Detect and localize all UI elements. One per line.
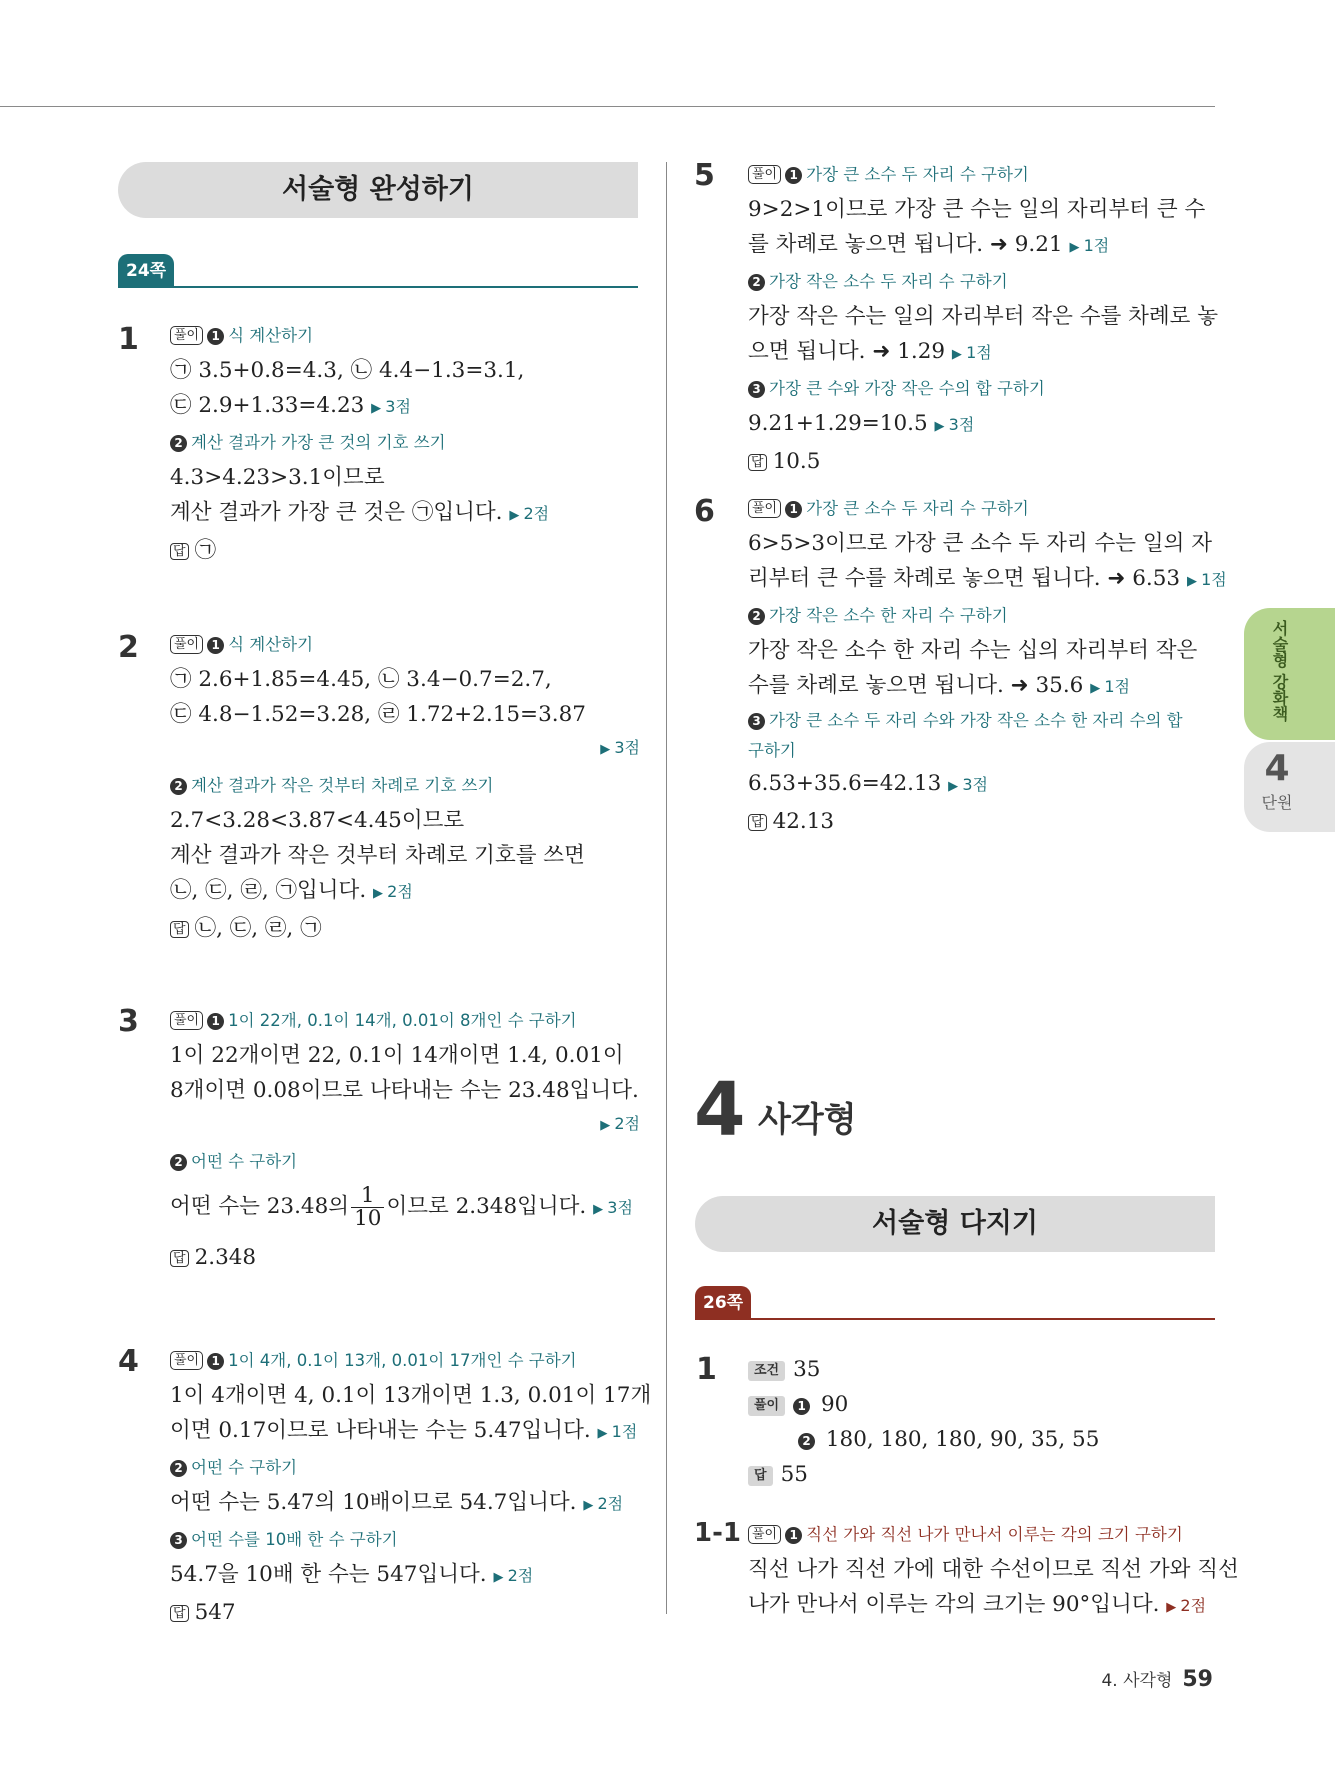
- solution-tag: 풀이: [748, 1525, 781, 1544]
- answer-tag: 답: [748, 454, 767, 471]
- page-tab-rule: [695, 1318, 1215, 1320]
- problem-number: 1: [696, 1352, 717, 1387]
- problem-number: 1-1: [694, 1518, 741, 1548]
- problem-3-solution: [170, 1004, 640, 1276]
- points: ▶ 1점: [1069, 236, 1109, 255]
- answer: ㉠: [194, 538, 217, 563]
- step-1-marker: 1: [785, 1527, 802, 1544]
- solution-tag: 풀이: [170, 635, 203, 654]
- points: ▶ 3점: [935, 415, 975, 434]
- answer: 10.5: [772, 449, 821, 474]
- step-title: 가장 작은 소수 한 자리 수 구하기: [769, 606, 1008, 625]
- problem-number: 5: [694, 158, 715, 193]
- answer: 547: [194, 1600, 236, 1625]
- condition-tag: 조건: [748, 1361, 785, 1381]
- points: ▶ 3점: [948, 775, 988, 794]
- points: ▶ 2점: [509, 504, 549, 523]
- solution-line: 9>2>1이므로 가장 큰 수는 일의 자리부터 큰 수: [748, 197, 1206, 222]
- step-2-marker: 2: [748, 274, 765, 291]
- problem-4-solution: [170, 1344, 652, 1631]
- problem-number: 6: [694, 494, 715, 529]
- unit-side-tab: [1244, 742, 1335, 832]
- solution-line: ㉢ 2.9+1.33=4.23: [170, 393, 365, 418]
- answer-tag: 답: [170, 921, 189, 938]
- solution-line: 1이 4개이면 4, 0.1이 13개이면 1.3, 0.01이 17개: [170, 1383, 652, 1408]
- points: ▶ 1점: [1090, 677, 1130, 696]
- solution-value: 90: [820, 1392, 849, 1417]
- solution-line: 이면 0.17이므로 나타내는 수는 5.47입니다.: [170, 1418, 591, 1443]
- solution-line: 6>5>3이므로 가장 큰 소수 두 자리 수는 일의 자: [748, 531, 1213, 556]
- section-banner: [695, 1196, 1215, 1252]
- solution-line: ㉠ 3.5+0.8=4.3, ㉡ 4.4−1.3=3.1,: [170, 358, 525, 383]
- problem-number: 4: [118, 1344, 139, 1379]
- solution-tag: 풀이: [170, 1351, 203, 1370]
- step-title: 계산 결과가 작은 것부터 차례로 기호 쓰기: [191, 776, 494, 795]
- step-1-marker: 1: [207, 1353, 224, 1370]
- step-1-marker: 1: [207, 1013, 224, 1030]
- solution-line: 54.7을 10배 한 수는 547입니다.: [170, 1562, 487, 1587]
- step-2-marker: 2: [748, 608, 765, 625]
- answer-tag: 답: [170, 1605, 189, 1622]
- step-3-marker: 3: [748, 381, 765, 398]
- footer-chapter: 4. 사각형: [1101, 1671, 1173, 1691]
- points: ▶ 2점: [373, 882, 413, 901]
- points: ▶ 3점: [371, 397, 411, 416]
- section-banner-title: 서술형 다지기: [872, 1208, 1038, 1239]
- points: ▶ 3점: [593, 1198, 633, 1217]
- solution-line: 1이 22개이면 22, 0.1이 14개이면 1.4, 0.01이: [170, 1043, 624, 1068]
- solution-tag: 풀이: [748, 499, 781, 518]
- step-3-marker: 3: [748, 713, 765, 730]
- solution-line: 가장 작은 소수 한 자리 수는 십의 자리부터 작은: [748, 638, 1198, 663]
- solution-line: 나가 만나서 이루는 각의 크기는 90°입니다.: [748, 1592, 1160, 1617]
- step-2-marker: 2: [170, 1460, 187, 1477]
- points: ▶ 2점: [1166, 1596, 1206, 1615]
- problem-number: 2: [118, 630, 139, 665]
- solution-line: ㉠ 2.6+1.85=4.45, ㉡ 3.4−0.7=2.7,: [170, 667, 552, 692]
- points: ▶ 1점: [598, 1422, 638, 1441]
- points: ▶ 2점: [493, 1566, 533, 1585]
- step-title: 가장 큰 소수 두 자리 수 구하기: [806, 499, 1029, 518]
- answer: ㉡, ㉢, ㉣, ㉠: [194, 916, 322, 941]
- fraction-denominator: 10: [354, 1205, 382, 1231]
- answer-tag: 답: [748, 1466, 773, 1486]
- step-title: 어떤 수 구하기: [191, 1152, 298, 1171]
- solution-tag: 풀이: [170, 1011, 203, 1030]
- condition-value: 35: [793, 1357, 821, 1382]
- solution-line: 으면 됩니다. ➜ 1.29: [748, 339, 946, 364]
- step-title: 계산 결과가 가장 큰 것의 기호 쓰기: [191, 433, 446, 452]
- answer: 55: [780, 1462, 808, 1487]
- problem-1-answer: [748, 1352, 1218, 1492]
- fraction: [351, 1182, 384, 1231]
- page-number: 59: [1182, 1667, 1213, 1692]
- unit-number: 4: [1264, 748, 1290, 789]
- step-title: 식 계산하기: [228, 326, 314, 345]
- points: ▶ 1점: [1187, 570, 1227, 589]
- solution-line: 이므로 2.348입니다.: [386, 1194, 587, 1219]
- step-title: 1이 22개, 0.1이 14개, 0.01이 8개인 수 구하기: [228, 1011, 577, 1030]
- solution-line: 6.53+35.6=42.13: [748, 771, 942, 796]
- solution-line: 리부터 큰 수를 차례로 놓으면 됩니다. ➜ 6.53: [748, 566, 1181, 591]
- problem-6-solution: [748, 492, 1227, 840]
- page-footer: [1101, 1666, 1213, 1692]
- chapter-number: 4: [694, 1067, 746, 1153]
- solution-line: 8개이면 0.08이므로 나타내는 수는 23.48입니다.: [170, 1078, 639, 1103]
- unit-label: 단원: [1261, 793, 1293, 812]
- answer-tag: 답: [170, 543, 189, 560]
- solution-line: 가장 작은 수는 일의 자리부터 작은 수를 차례로 놓: [748, 304, 1219, 329]
- book-side-tab: [1244, 608, 1335, 740]
- points: ▶ 2점: [583, 1494, 623, 1513]
- solution-line: 를 차례로 놓으면 됩니다. ➜ 9.21: [748, 232, 1063, 257]
- step-title: 식 계산하기: [228, 635, 314, 654]
- solution-value: 180, 180, 180, 90, 35, 55: [825, 1427, 1100, 1452]
- solution-line: 9.21+1.29=10.5: [748, 411, 928, 436]
- top-rule: [0, 106, 1215, 107]
- step-2-marker: 2: [170, 435, 187, 452]
- page-tab-rule: [118, 286, 638, 288]
- step-1-marker: 1: [207, 637, 224, 654]
- points: ▶ 1점: [952, 343, 992, 362]
- step-2-marker: 2: [798, 1433, 815, 1450]
- problem-1-1-solution: [748, 1518, 1239, 1625]
- answer: 2.348: [194, 1245, 257, 1270]
- fraction-numerator: 1: [351, 1185, 384, 1208]
- step-2-marker: 2: [170, 1154, 187, 1171]
- solution-tag: 풀이: [170, 326, 203, 345]
- points: ▶ 2점: [600, 1114, 640, 1133]
- points: ▶ 3점: [600, 738, 640, 757]
- solution-line: 직선 나가 직선 가에 대한 수선이므로 직선 가와 직선: [748, 1557, 1239, 1582]
- solution-line: 어떤 수는 5.47의 10배이므로 54.7입니다.: [170, 1490, 577, 1515]
- step-title: 어떤 수를 10배 한 수 구하기: [191, 1530, 398, 1549]
- step-title: 직선 가와 직선 나가 만나서 이루는 각의 크기 구하기: [806, 1525, 1183, 1544]
- answer-tag: 답: [170, 1250, 189, 1267]
- step-title: 가장 작은 소수 두 자리 수 구하기: [769, 272, 1008, 291]
- chapter-title: 사각형: [758, 1100, 857, 1140]
- problem-5-solution: [748, 158, 1218, 480]
- step-title: 1이 4개, 0.1이 13개, 0.01이 17개인 수 구하기: [228, 1351, 577, 1370]
- solution-line: 수를 차례로 놓으면 됩니다. ➜ 35.6: [748, 673, 1084, 698]
- solution-tag: 풀이: [748, 1396, 785, 1416]
- column-divider: [666, 162, 667, 1614]
- problem-number: 1: [118, 322, 139, 357]
- solution-line: 계산 결과가 작은 것부터 차례로 기호를 쓰면: [170, 843, 585, 868]
- solution-tag: 풀이: [748, 165, 781, 184]
- solution-line: 어떤 수는 23.48의: [170, 1194, 350, 1219]
- step-1-marker: 1: [785, 167, 802, 184]
- step-title: 가장 큰 소수 두 자리 수 구하기: [806, 165, 1029, 184]
- solution-line: 4.3>4.23>3.1이므로: [170, 465, 385, 490]
- step-title: 어떤 수 구하기: [191, 1458, 298, 1477]
- step-title: 구하기: [748, 741, 796, 760]
- section-banner: [118, 162, 638, 218]
- answer-tag: 답: [748, 814, 767, 831]
- problem-1-solution: [170, 319, 640, 569]
- solution-line: 2.7<3.28<3.87<4.45이므로: [170, 808, 465, 833]
- solution-line: 계산 결과가 가장 큰 것은 ㉠입니다.: [170, 500, 503, 525]
- page-tab: 26쪽: [695, 1286, 751, 1320]
- section-banner-title: 서술형 완성하기: [282, 174, 474, 205]
- step-1-marker: 1: [207, 328, 224, 345]
- book-side-label: 서술형 강화책: [1270, 620, 1289, 722]
- step-title: 가장 큰 소수 두 자리 수와 가장 작은 소수 한 자리 수의 합: [769, 711, 1183, 730]
- step-title: 가장 큰 수와 가장 작은 수의 합 구하기: [769, 379, 1045, 398]
- step-2-marker: 2: [170, 778, 187, 795]
- step-1-marker: 1: [785, 501, 802, 518]
- solution-line: ㉢ 4.8−1.52=3.28, ㉣ 1.72+2.15=3.87: [170, 702, 586, 727]
- page-tab: 24쪽: [118, 254, 174, 288]
- problem-number: 3: [118, 1004, 139, 1039]
- problem-2-solution: [170, 628, 640, 947]
- step-3-marker: 3: [170, 1532, 187, 1549]
- answer: 42.13: [772, 809, 835, 834]
- solution-line: ㉡, ㉢, ㉣, ㉠입니다.: [170, 878, 367, 903]
- step-1-marker: 1: [793, 1398, 810, 1415]
